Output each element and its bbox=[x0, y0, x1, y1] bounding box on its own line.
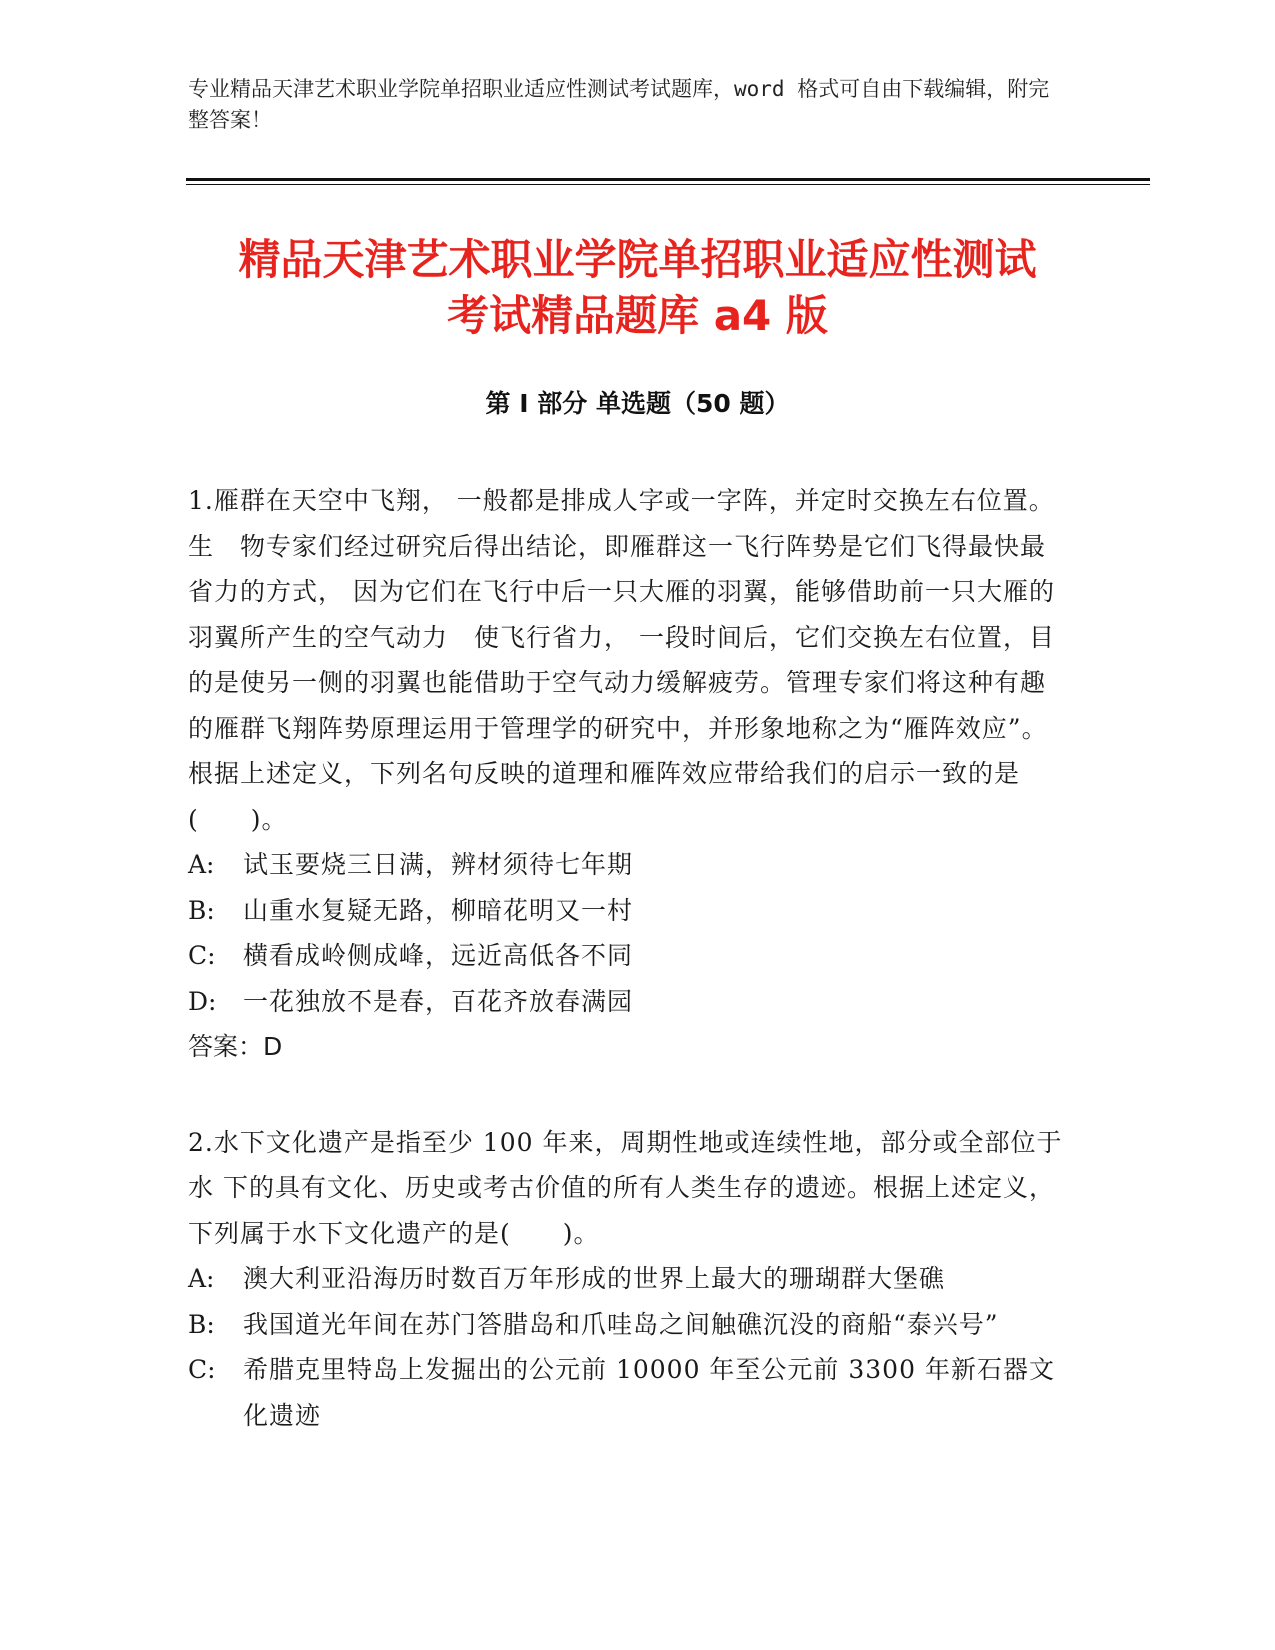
option-key: C: bbox=[188, 941, 216, 970]
option-text: 横看成岭侧成峰，远近高低各不同 bbox=[243, 941, 634, 970]
question-2 bbox=[188, 1120, 1068, 1439]
option-key: A: bbox=[188, 850, 215, 879]
option-text: 澳大利亚沿海历时数百万年形成的世界上最大的珊瑚群大堡礁 bbox=[243, 1264, 946, 1293]
option-b bbox=[188, 888, 1068, 934]
question-list bbox=[188, 478, 1068, 1488]
question-1 bbox=[188, 478, 1068, 1070]
document-title-line-1: 精品天津艺术职业学院单招职业适应性测试 bbox=[238, 235, 1037, 284]
option-c bbox=[188, 933, 1068, 979]
section-heading: 第 I 部分 单选题（50 题） bbox=[485, 389, 790, 418]
option-a bbox=[188, 1256, 1068, 1302]
question-stem: 2.水下文化遗产是指至少 100 年来，周期性地或连续性地，部分或全部位于水 下的具有文化、历史或考古价值的所有人类生存的遗迹。根据上述定义，下列属于水下文化遗产的是( )。 bbox=[188, 1127, 1063, 1248]
option-text: 我国道光年间在苏门答腊岛和爪哇岛之间触礁沉没的商船“泰兴号” bbox=[243, 1309, 999, 1339]
header-rule-thin bbox=[186, 184, 1150, 185]
option-key: B: bbox=[188, 1309, 215, 1339]
option-text: 一花独放不是春，百花齐放春满园 bbox=[243, 986, 634, 1016]
option-key: D: bbox=[188, 986, 217, 1016]
option-a bbox=[188, 842, 1068, 888]
document-title bbox=[150, 232, 1125, 344]
option-key: C: bbox=[188, 1355, 216, 1384]
option-text: 希腊克里特岛上发掘出的公元前 10000 年至公元前 3300 年新石器文化遗迹 bbox=[243, 1355, 1055, 1430]
option-b bbox=[188, 1302, 1068, 1348]
document-title-line-2: 考试精品题库 a4 版 bbox=[447, 291, 828, 340]
question-stem: 1.雁群在天空中飞翔， 一般都是排成人字或一字阵，并定时交换左右位置。生 物专家们经过研究后得出结论，即雁群这一飞行阵势是它们飞得最快最省力的方式， 因为它们在飞行中后一只大雁的羽翼，能够借助前一只大雁的羽翼所产生的空气动力 使飞行省力， 一段时间后，它们交换左右位置，目的是使另一侧的羽翼也能借助于空气动力缓解疲劳。管理专家们将这种有趣的雁群飞翔阵势原理运用于管理学的研究中，并形象地称之为“雁阵效应”。根据上述定义，下列名句反映的道理和雁阵效应带给我们的启示一致的是( )。 bbox=[188, 486, 1055, 834]
header-rule-thick bbox=[186, 178, 1150, 181]
option-key: B: bbox=[188, 895, 215, 925]
option-c bbox=[188, 1347, 1068, 1438]
option-key: A: bbox=[188, 1264, 215, 1293]
option-d bbox=[188, 979, 1068, 1025]
option-text: 山重水复疑无路，柳暗花明又一村 bbox=[243, 895, 634, 925]
answer-line: 答案：D bbox=[188, 1032, 283, 1061]
header-note: 专业精品天津艺术职业学院单招职业适应性测试考试题库，word 格式可自由下载编辑，附完整答案！ bbox=[188, 77, 1050, 132]
option-text: 试玉要烧三日满，辨材须待七年期 bbox=[243, 850, 634, 879]
